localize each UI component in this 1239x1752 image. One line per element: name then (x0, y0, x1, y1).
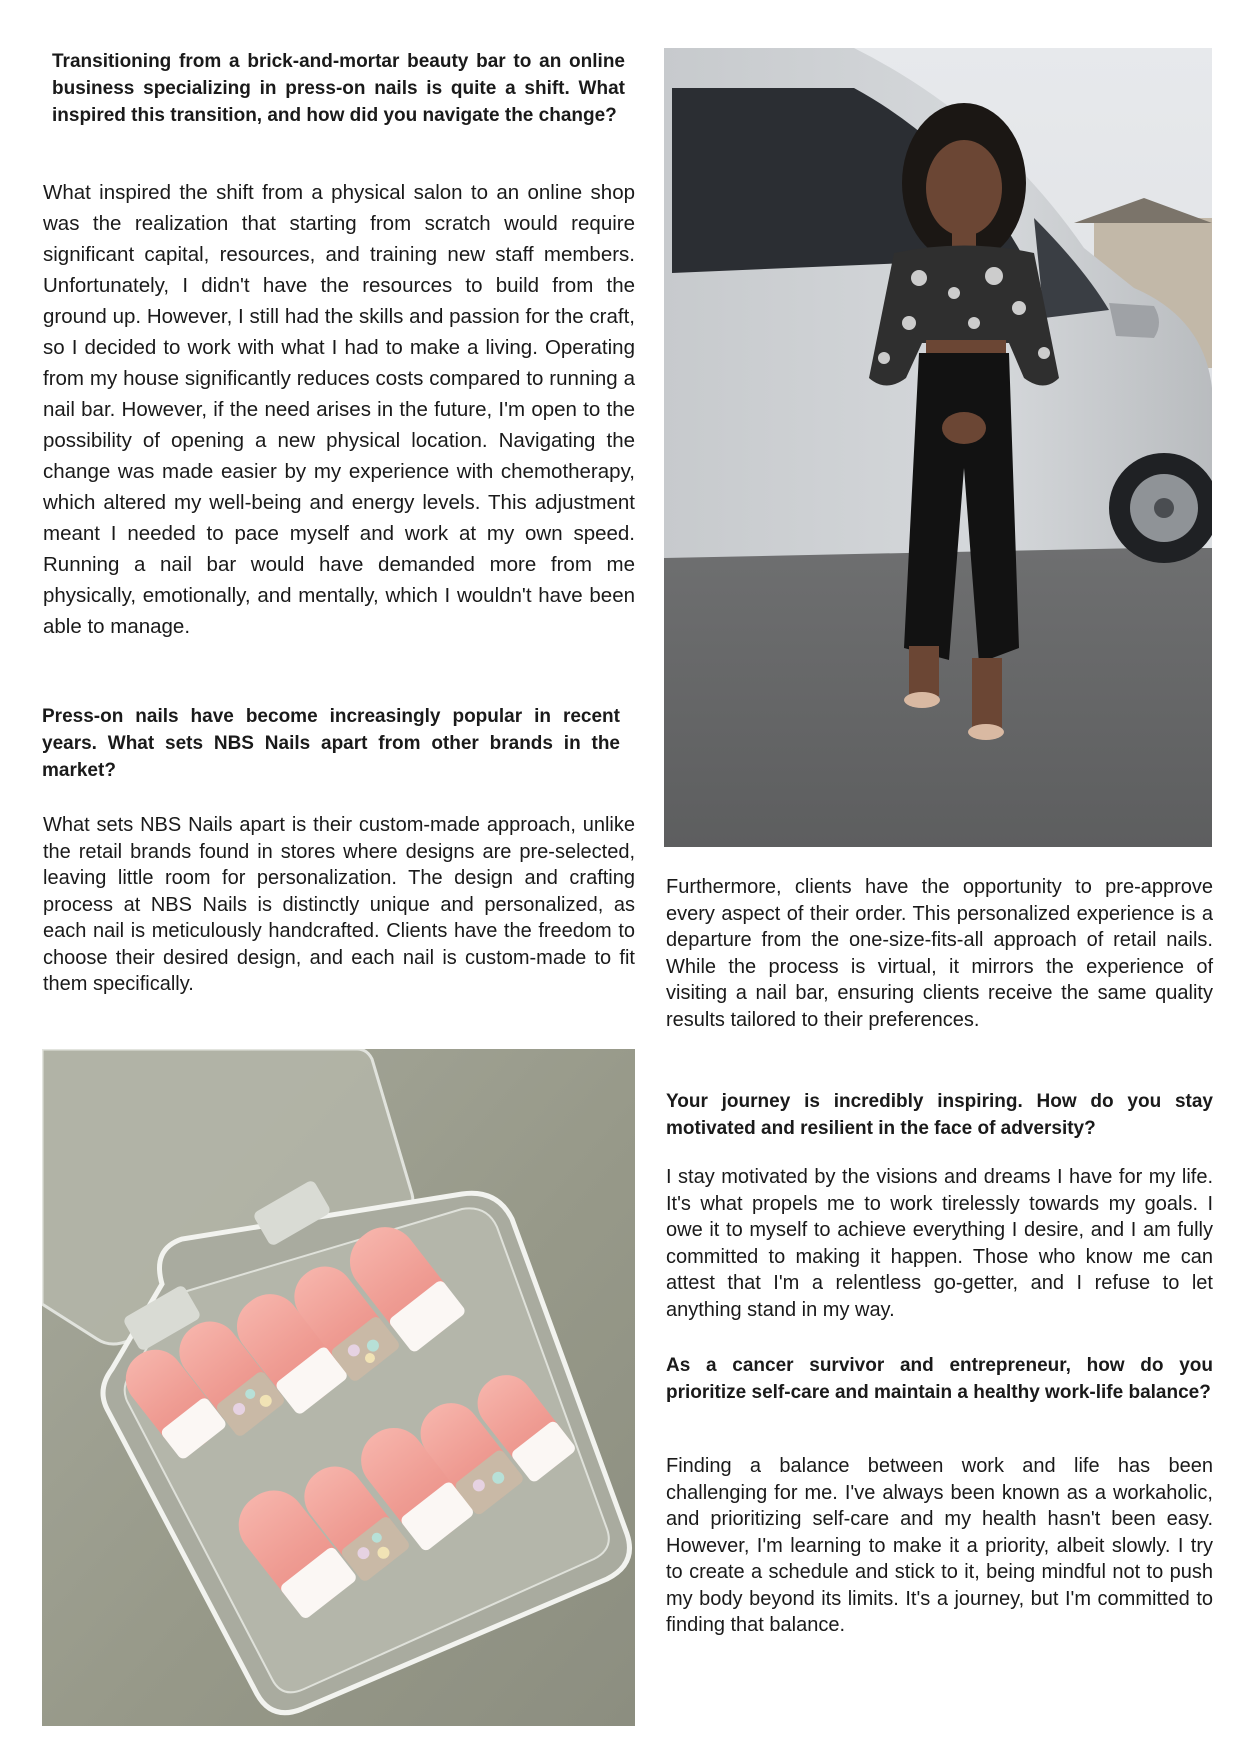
press-on-nails-photo (42, 1049, 635, 1726)
answer-motivation: I stay motivated by the visions and dreams I have for my life. It's what propels me to work tirelessly towards my goals. I owe it to myself to achieve everything I desire, and I am fully committed to making it happen. Those who know me can attest that I'm a relentless go-getter, and I refuse to let anything stand in my way. (666, 1166, 1213, 1321)
question-self-care: As a cancer survivor and entrepreneur, how do you prioritize self-care and maintain a healthy work-life balance? (666, 1355, 1213, 1403)
question-motivation: Your journey is incredibly inspiring. How do you stay motivated and resilient in the face of adversity? (666, 1091, 1213, 1139)
answer-differentiation-continued: Furthermore, clients have the opportunity to pre-approve every aspect of their order. This personalized experience is a departure from the one-size-fits-all approach of retail nails. While the process is virtual, it mirrors the experience of visiting a nail bar, ensuring clients receive the same quality results tailored to their preferences. (666, 876, 1213, 1031)
answer-self-care: Finding a balance between work and life has been challenging for me. I've always been known as a workaholic, and prioritizing self-care and my health hasn't been easy. However, I'm learning to make it a priority, albeit slowly. I try to create a schedule and stick to it, being mindful not to push my body beyond its limits. It's a journey, but I'm committed to finding that balance. (666, 1455, 1213, 1636)
question-differentiation: Press-on nails have become increasingly popular in recent years. What sets NBS Nails apart from other brands in the market? (42, 706, 620, 781)
portrait-photo (664, 48, 1212, 847)
answer-transition: What inspired the shift from a physical salon to an online shop was the realization that starting from scratch would require significant capital, resources, and training new staff members. Unfortunately, I didn't have the resources to build from the ground up. However, I still had the skills and passion for the craft, so I decided to work with what I had to make a living. Operating from my house significantly reduces costs compared to running a nail bar. However, if the need arises in the future, I'm open to the possibility of opening a new physical location. Navigating the change was made easier by my experience with chemotherapy, which altered my well-being and energy levels. This adjustment meant I needed to pace myself and work at my own speed. Running a nail bar would have demanded more from me physically, emotionally, and mentally, which I wouldn't have been able to manage. (43, 181, 635, 638)
question-transition: Transitioning from a brick-and-mortar beauty bar to an online business specializing in press-on nails is quite a shift. What inspired this transition, and how did you navigate the change? (52, 51, 625, 126)
answer-differentiation: What sets NBS Nails apart is their custom-made approach, unlike the retail brands found in stores where designs are pre-selected, leaving little room for personalization. The design and crafting process at NBS Nails is distinctly unique and personalized, as each nail is meticulously handcrafted. Clients have the freedom to choose their desired design, and each nail is custom-made to fit them specifically. (43, 814, 635, 995)
